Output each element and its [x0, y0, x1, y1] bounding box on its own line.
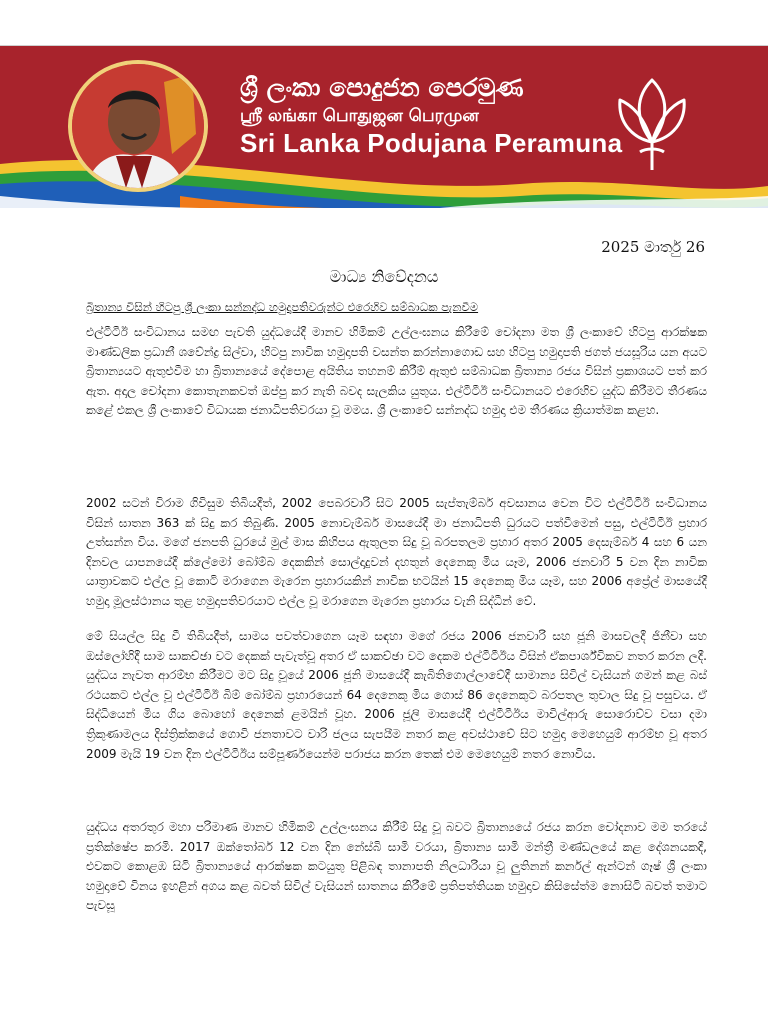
leader-portrait-icon: [72, 64, 204, 188]
paragraph-1: එල්ටීටීඊ සංවිධානය සමඟ පැවති යුද්ධයේදී මානව හිමිකම් උල්ලංඝනය කිරීමේ චෝදනා මත ශ්‍රී ලංකාවේ හිටපු ආරක්ෂක මාණ්ඩලික ප්‍රධානී ශවේන්ද්‍ර සිල්වා, හිටපු නාවික හමුදාපති වසන්ත කරන්නාගොඩ සහ හිටපු හමුදාපති ජගත් ජයසූරිය යන අයට බ්‍රිතාන්‍යයට ඇතුළුවීම හා බ්‍රිතාන්‍යයේ දේපොළ අයිතිය තහනම් කිරීම් ඇතුළු සම්බාධක බ්‍රිතාන්‍ය රජය විසින් ප්‍රකාශයට පත් කර ඇත. අදාල චෝදනා කොතැනකවත් ඔප්පු කර නැති බවද සැලකිය යුතුය. එල්ටීටීඊ සංවිධානයට එරෙහිව යුද්ධ කිරීමට තීරණය කළේ එකල ශ්‍රී ලංකාවේ විධායක ජනාධිපතිවරයා වූ මමය. ශ්‍රී ලංකාවේ සන්නද්ධ හමුදා එම තීරණය ක්‍රියාත්මක කළහ.: [86, 325, 707, 418]
leader-portrait: [68, 60, 208, 192]
document-subject: බ්‍රිතාන්‍ය විසින් හිටපු ශ්‍රී ලංකා සන්නද්ධ හමුදාපතිවරුන්ට එරෙහිව සම්බාධක පැනවීම: [86, 300, 479, 314]
document-title: මාධ්‍ය නිවේදනය: [329, 267, 439, 286]
release-date: 2025 මාර්තු 26: [601, 238, 705, 256]
party-name-block: [240, 72, 623, 158]
paragraph-4: යුද්ධය අතරතුර මහා පරිමාණ මානව හිමිකම් උල්ලංඝනය කිරීම් සිදු වූ බවට බ්‍රිතාන්‍යයේ රජය කරන චෝදනාව මම තරයේ ප්‍රතික්ෂේප කරමි. 2017 ඔක්තෝබර් 12 වන දින නේස්බි සාමි වරයා, බ්‍රිතාන්‍ය සාමි මන්ත්‍රී මණ්ඩලයේ කළ දේශනයකදී, එවකට කොළඹ සිටි බ්‍රිතාන්‍යයේ ආරක්ෂක කටයුතු පිළිබඳ තානාපති නිලධාරියා වූ ලුතිනන් කර්නල් ඇන්ටන් ගෑෂ් ශ්‍රී ලංකා හමුදාවේ විනය ඉහළින් අගය කළ බවත් සිවිල් වැසියන් ඝාතනය කිරීමේ ප්‍රතිපත්තියක හමුදාව කිසිසේත්ම නොසිටි බවත් තමාට පැවසූ: [86, 820, 707, 913]
party-name-tamil: ஸ்ரீ லங்கா பொதுஜன பெரமுன: [240, 106, 479, 126]
party-name-sinhala: ශ්‍රී ලංකා පොදුජන පෙරමුණ: [240, 73, 524, 102]
paragraph-2: 2002 සටන් විරාම ගිවිසුම තිබියදීත්, 2002 පෙබරවාරි සිට 2005 සැප්තැම්බර් අවසානය වෙන විට එල්ටීටීඊ සංවිධානය විසින් ඝාතන 363 ක් සිදු කර තිබුණි. 2005 නොවැම්බර් මාසයේදී මා ජනාධිපති ධුරයට පත්වීමෙන් පසු, එල්ටීටීඊ ප්‍රහාර උත්සන්න විය. මගේ ජනපති ධුරයේ මුල් මාස කිහිපය ඇතුලත සිදු වූ බරපතලම ප්‍රහාර අතර 2005 දෙසැම්බර් 4 සහ 6 යන දිනවල යාපනයේදී ක්ලේමෝ බෝම්බ දෙකකින් සොල්දාදුවන් දහතුන් දෙනෙකු මිය යෑම, 2006 ජනවාරි 5 වන දින නාවික යාත්‍රාවකට එල්ල වූ කොටි මරාගෙන මැරෙන ප්‍රහාරයකින් නාවික භටයින් 15 දෙනෙකු මිය යෑම, සහ 2006 අප්‍රේල් මාසයේදී හමුදා මූලස්ථානය තුළ හමුදාපතිවරයාට එල්ල වූ මරාගෙන මැරෙන ප්‍රහාරය වැනි සිද්ධීන් වේ.: [86, 496, 707, 608]
party-name-english: Sri Lanka Podujana Peramuna: [240, 128, 623, 158]
paragraph-3: මේ සියල්ල සිදු වී තිබියදීත්, සාමය පවත්වාගෙන යෑම සඳහා මගේ රජය 2006 ජනවාරි සහ ජූනි මාසවලදී ජිනීවා සහ ඔස්ලෝහිදී සාම සාකච්ඡා වට දෙකක් පැවැත්වූ අතර ඒ සාකච්ඡා වට දෙකම එල්ටීටීඊය විසින් ඒකපාර්ශ්විකව නතර කරන ලදී. යුද්ධය නැවත ආරම්භ කිරීමට මට සිදු වූයේ 2006 ජූනි මාසයේදී කැබිතිගොල්ලාවේදී සාමාන්‍ය සිවිල් වැසියන් ගමන් කළ බස් රථයකට එල්ල වූ එල්ටීටීඊ බිම් බෝම්බ ප්‍රහාරයෙන් 64 දෙනෙකු මිය ගොස් 86 දෙනෙකුට බරපතල තුවාල සිදු වූ පසුවය. ඒ සිද්ධියෙන් මිය ගිය බොහෝ දෙනෙක් ළමයින් වූහ. 2006 ජූලි මාසයේදී එල්ටීටීඊය මාවිල්ආරු සොරොව්ව වසා දමා ත්‍රිකුණාමලය දිස්ත්‍රික්කයේ ගොවි ජනතාවට වාරි ජලය සැපයීම නතර කළ අවස්ථාවේ සිට හමුදා මෙහෙයුම් ආරම්භ වූ අතර 2009 මැයි 19 වන දින එල්ටීටීඊය සම්පූර්ණයෙන්ම පරාජය කරන තෙක් එම මෙහෙයුම් නතර නොවිය.: [86, 629, 707, 761]
lotus-bud-logo-icon: [612, 72, 692, 172]
